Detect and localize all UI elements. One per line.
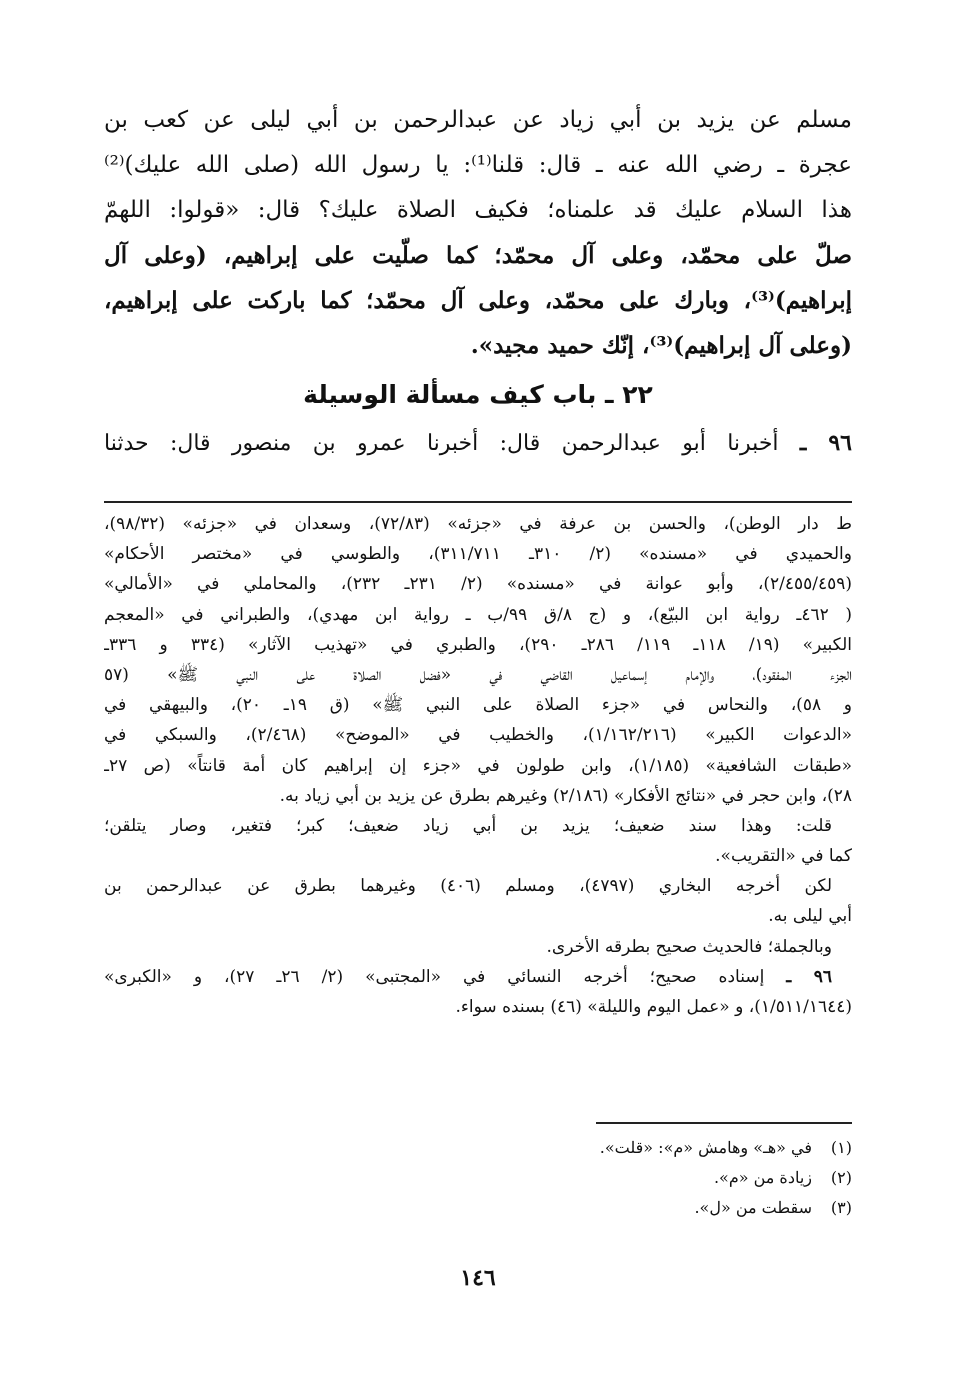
note-line: الجزء المفقود)، والإمام إسماعيل القاضي في «فضل الصلاة على النبي ﷺ» (٥٧ — [104, 664, 852, 685]
note-line: الكبير» (١٩/ ١١٨ـ ١١٩/ ٢٨٦ـ ٢٩٠)، والطبري في «تهذيب الآثار» (٣٣٤ و ٣٣٦ـ — [104, 634, 852, 655]
footnotes — [104, 1133, 852, 1223]
hadith-number: ٩٦ ـ — [799, 430, 852, 456]
footnote — [104, 1163, 852, 1193]
annotation-notes — [104, 509, 852, 1022]
footnote — [104, 1193, 852, 1223]
text-divider — [104, 501, 852, 503]
note-line: لكن أخرجه البخاري (٤٧٩٧)، ومسلم (٤٠٦) وغيرهما بطرق عن عبدالرحمن بن — [104, 876, 833, 897]
note-line: (١/٥١١/١٦٤٤)، و «عمل اليوم والليلة» (٤٦) بسنده سواء. — [455, 997, 852, 1017]
note-line: قلت: وهذا سند ضعيف؛ يزيد بن أبي زياد ضعيف؛ كبر؛ فتغير، وصار يتلقن؛ — [104, 815, 832, 836]
main-text — [104, 98, 852, 368]
note-96-number: ٩٦ ـ — [786, 966, 833, 987]
note-96-text: إسناده صحيح؛ أخرجه النسائي في «المجتبى» (٢/ ٢٦ـ ٢٧)، و «الكبرى» — [104, 966, 765, 987]
note-line: «الدعوات الكبير» (١/١٦٢/٢١٦)، والخطيب في «الموضح» (٢/٤٦٨)، والسبكي في — [104, 725, 852, 746]
main-text-line: هذا السلام عليك قد علمناه؛ فكيف الصلاة عليك؟ قال: «قولوا: اللهمّ — [104, 197, 852, 223]
hadith-96-start — [104, 420, 852, 466]
note-line: «طبقات الشافعية» (١/١٨٥)، وابن طولون في «جزء إن إبراهيم كان أمة قانتاً» (ص ٢٧ـ — [104, 755, 852, 776]
page-number: ١٤٦ — [460, 1265, 496, 1291]
chapter-title: ٢٢ ـ باب كيف مسألة الوسيلة — [303, 380, 653, 409]
note-line: أبي ليلى به. — [768, 906, 852, 927]
footnote-number: (٣) — [830, 1198, 852, 1217]
note-line: ( ٤٦٢ـ رواية ابن البيّع)، و (ج ٨/ق ٩٩/ب ـ رواية ابن مهدي)، والطبراني في «المعجم — [104, 604, 852, 625]
note-line-96 — [104, 962, 852, 992]
main-text-line: إبراهيم)⁽³⁾، وبارك على محمّد، وعلى آل محمّد؛ كما باركت على إبراهيم، — [104, 287, 852, 314]
main-text-line: مسلم عن يزيد بن أبي زياد عن عبدالرحمن بن أبي ليلى عن كعب بن — [104, 107, 852, 133]
note-line: و ٥٨)، والنحاس في «جزء الصلاة على النبي ﷺ» (ق ١٩ـ ٢٠)، والبيهقي في — [104, 695, 852, 716]
footnote-number: (١) — [830, 1138, 852, 1157]
main-text-line: صلّ على محمّد، وعلى آل محمّد؛ كما صلّيت على إبراهيم، (وعلى آل — [104, 242, 852, 269]
note-line: ٢٨)، وابن حجر في «نتائج الأفكار» (٢/١٨٦) وغيرهم بطرق عن يزيد بن أبي زياد به. — [279, 785, 852, 806]
main-text-line: (وعلى آل إبراهيم)⁽³⁾، إنّك حميد مجيد». — [470, 332, 852, 359]
main-text-line: عجرة ـ رضي الله عنه ـ قال: قلنا⁽¹⁾: يا رسول الله (صلى الله عليك)⁽²⁾ — [104, 152, 852, 178]
footnote-text: في «هـ» وهامش «م»: «قلت». — [599, 1138, 812, 1157]
footnote-text: سقطت من «ل». — [694, 1198, 812, 1217]
footnote — [104, 1133, 852, 1163]
footnote-divider — [596, 1122, 852, 1124]
note-line: ط دار الوطن)، والحسن بن عرفة في «جزئه» (٧٢/٨٣)، وسعدان في «جزئه» (٩٨/٣٢)، — [104, 514, 852, 534]
note-line: وبالجملة؛ فالحديث صحيح بطرقه الأخرى. — [546, 936, 832, 957]
note-line: والحميدي في «مسنده» (٢/ ٣١٠ـ ٣١١/٧١١)، والطوسي في «مختصر الأحكام» — [104, 544, 852, 565]
hadith-text: أخبرنا أبو عبدالرحمن قال: أخبرنا عمرو بن منصور قال: حدثنا — [104, 431, 779, 456]
note-line: كما في «التقريب». — [715, 846, 852, 867]
note-line: (٢/٤٥٥/٤٥٩)، وأبو عوانة في «مسنده» (٢/ ٢٣١ـ ٢٣٢)، والمحاملي في «الأمالي» — [104, 574, 852, 595]
footnote-text: زيادة من «م». — [713, 1168, 812, 1187]
footnote-number: (٢) — [830, 1168, 852, 1187]
